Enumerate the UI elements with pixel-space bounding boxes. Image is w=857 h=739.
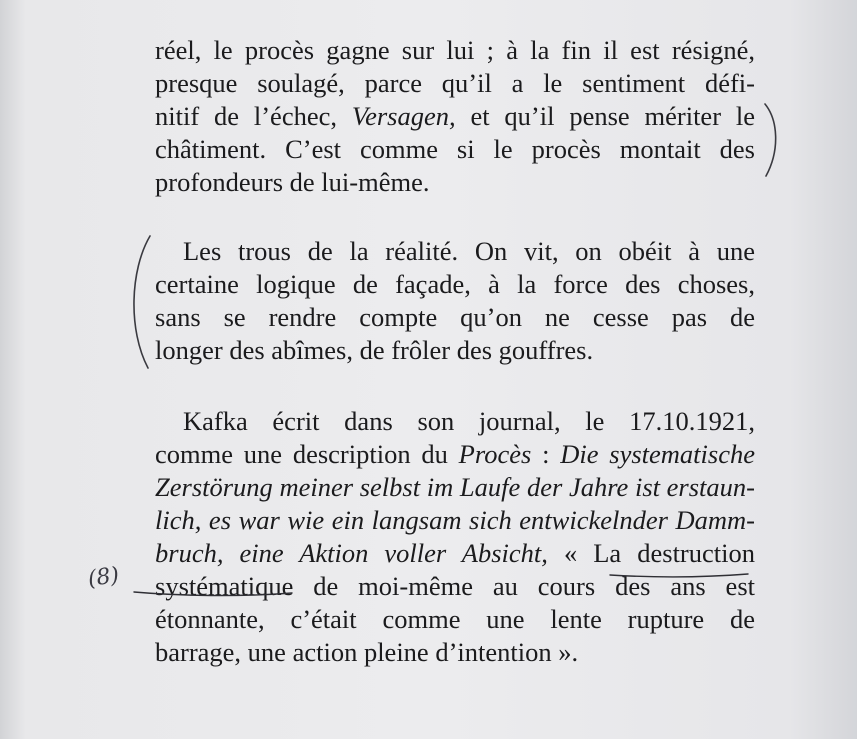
left-margin-bracket-mark (134, 236, 150, 368)
text-line (155, 67, 755, 100)
text-line (155, 334, 755, 367)
text-run: Versagen, (351, 101, 456, 131)
text-run: Procès (458, 439, 532, 469)
text-run: lich, es war wie ein langsam sich entwickelnder Damm- (155, 505, 755, 535)
text-run: Die systematische (560, 439, 755, 469)
margin-number-annotation: (8) (86, 562, 121, 593)
text-line (155, 504, 755, 537)
text-run: barrage, une action pleine d’intention ». (155, 637, 579, 667)
paragraph-2 (155, 235, 755, 367)
text-line (155, 570, 755, 603)
text-line (155, 235, 755, 268)
text-line (155, 603, 755, 636)
text-line (155, 100, 755, 133)
text-line (155, 537, 755, 570)
text-run: systématique de moi-même au cours des ans est (155, 571, 755, 601)
text-run: : (531, 439, 561, 469)
text-run: longer des abîmes, de frôler des gouffres. (155, 335, 594, 365)
text-run: bruch, eine Aktion voller Absicht, (155, 538, 548, 568)
text-run: comme une description du (155, 439, 459, 469)
text-run: et qu’il pense mériter le (455, 101, 755, 131)
text-run: châtiment. C’est comme si le procès montait des (155, 134, 755, 164)
text-line (155, 268, 755, 301)
paragraph-3 (155, 405, 755, 669)
paragraph-1 (155, 34, 755, 199)
text-run: Zerstörung meiner selbst im Laufe der Jahre ist erstaun- (155, 472, 755, 502)
text-line (155, 34, 755, 67)
text-run: profondeurs de lui-même. (155, 167, 430, 197)
right-margin-bracket-mark (765, 104, 776, 176)
text-run: étonnante, c’était comme une lente rupture de (155, 604, 755, 634)
text-line (155, 636, 755, 669)
text-line (155, 405, 755, 438)
text-line (155, 301, 755, 334)
text-run: nitif de l’échec, (155, 101, 352, 131)
text-line (155, 166, 755, 199)
text-run: Kafka écrit dans son journal, le 17.10.1921, (183, 406, 755, 436)
text-run: Les trous de la réalité. On vit, on obéit à une (183, 236, 755, 266)
text-run: « La destruction (547, 538, 755, 568)
text-line (155, 133, 755, 166)
text-run: certaine logique de façade, à la force des choses, (155, 269, 755, 299)
text-line (155, 438, 755, 471)
text-line (155, 471, 755, 504)
text-run: réel, le procès gagne sur lui ; à la fin il est résigné, (155, 35, 755, 65)
text-run: sans se rendre compte qu’on ne cesse pas de (155, 302, 755, 332)
text-run: presque soulagé, parce qu’il a le sentiment défi- (155, 68, 755, 98)
